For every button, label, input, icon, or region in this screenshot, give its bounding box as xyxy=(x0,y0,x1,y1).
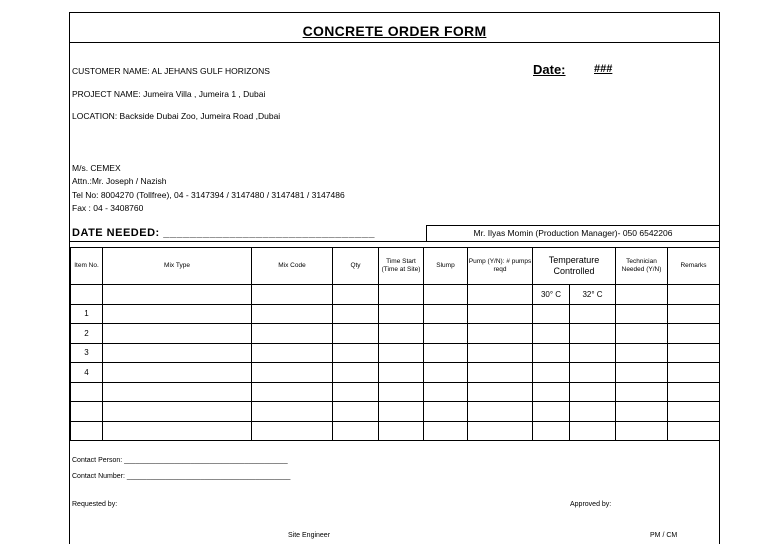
table-row xyxy=(71,421,720,441)
project-name: PROJECT NAME: Jumeira Villa , Jumeira 1 , Dubai xyxy=(72,89,266,99)
supplier-attn: Attn.:Mr. Joseph / Nazish xyxy=(72,176,167,186)
table-row xyxy=(71,304,720,324)
site-engineer: Site Engineer xyxy=(288,532,331,539)
order-form xyxy=(69,12,720,544)
header-time-start: Time Start (Time at Site) xyxy=(379,248,424,285)
date-value[interactable]: ### xyxy=(594,63,613,75)
table-row xyxy=(71,363,720,383)
customer-name: CUSTOMER NAME: AL JEHANS GULF HORIZONS xyxy=(72,66,270,76)
supplier-fax: Fax : 04 - 3408760 xyxy=(72,203,144,213)
supplier-name: M/s. CEMEX xyxy=(72,163,121,173)
form-title: CONCRETE ORDER FORM xyxy=(302,23,487,39)
production-manager: Mr. Ilyas Momin (Production Manager)- 050 6542206 xyxy=(426,225,719,241)
contact-number[interactable]: Contact Number: __________________________________________ xyxy=(72,473,291,480)
temp-30-label: 30° C xyxy=(533,285,570,305)
date-label: Date: xyxy=(533,62,566,77)
table-row xyxy=(71,343,720,363)
temp-32-label: 32° C xyxy=(570,285,616,305)
table-row xyxy=(71,285,720,305)
manager-divider xyxy=(70,241,719,242)
table-row xyxy=(71,382,720,402)
header-technician: Technician Needed (Y/N) xyxy=(616,248,668,285)
title-divider xyxy=(70,42,719,43)
item-number: 4 xyxy=(71,363,103,383)
header-qty: Qty xyxy=(333,248,379,285)
item-number: 1 xyxy=(71,304,103,324)
table-row xyxy=(71,402,720,422)
table-header-row xyxy=(71,248,720,285)
order-table xyxy=(70,247,720,441)
requested-by: Requested by: xyxy=(72,501,118,508)
header-temperature: Temperature Controlled xyxy=(533,248,616,285)
table-row xyxy=(71,324,720,344)
pm-cm: PM / CM xyxy=(650,532,678,539)
item-number: 3 xyxy=(71,343,103,363)
date-needed[interactable]: DATE NEEDED: ________________________________ xyxy=(72,227,376,239)
header-mix-code: Mix Code xyxy=(252,248,333,285)
item-number: 2 xyxy=(71,324,103,344)
location: LOCATION: Backside Dubai Zoo, Jumeira Road ,Dubai xyxy=(72,111,281,121)
approved-by: Approved by: xyxy=(570,501,612,508)
header-remarks: Remarks xyxy=(668,248,720,285)
header-slump: Slump xyxy=(424,248,468,285)
header-mix-type: Mix Type xyxy=(103,248,252,285)
header-pump: Pump (Y/N): # pumps reqd xyxy=(468,248,533,285)
contact-person[interactable]: Contact Person: __________________________________________ xyxy=(72,457,288,464)
supplier-tel: Tel No: 8004270 (Tollfree), 04 - 3147394 / 3147480 / 3147481 / 3147486 xyxy=(72,190,345,200)
header-item-no: Item No. xyxy=(71,248,103,285)
